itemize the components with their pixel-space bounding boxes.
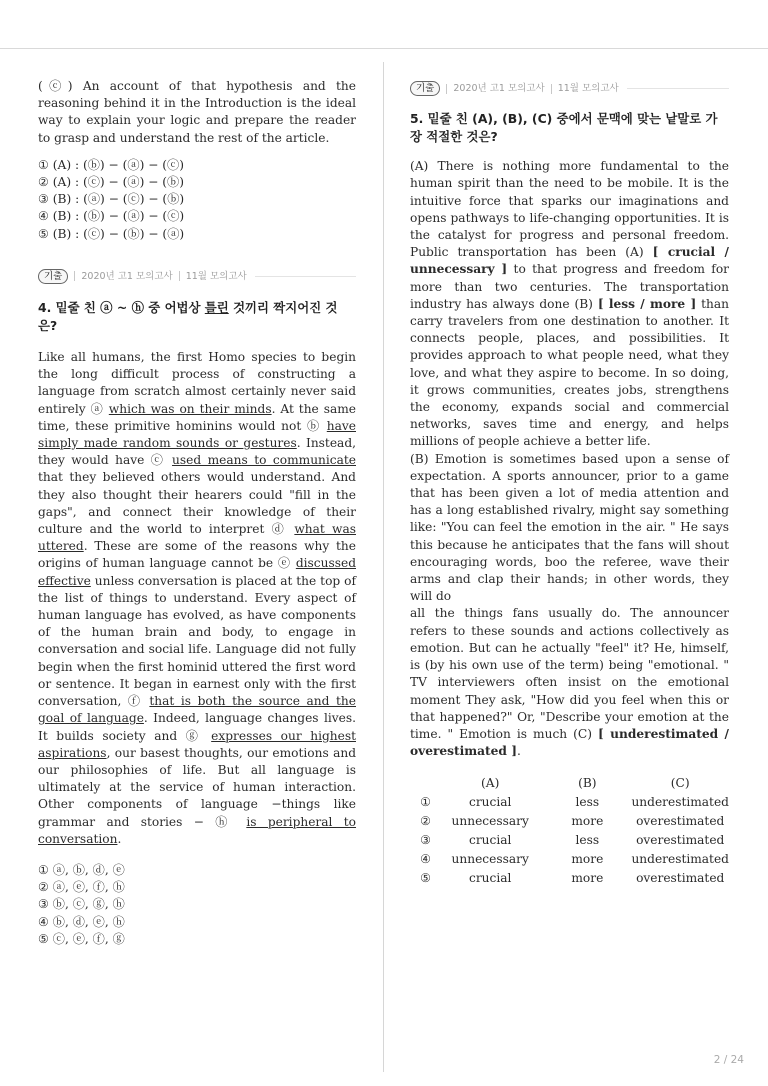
q4-title-text: 것끼리 짝지어진 것은?	[38, 300, 338, 334]
q4-passage	[38, 349, 356, 848]
passage-text: . These are some of the reasons why the origins of human language cannot be ⓔ	[38, 539, 356, 571]
q4-month-label: 11월 모의고사	[185, 270, 247, 282]
underlined-phrase-d: what was uttered	[38, 522, 356, 554]
source-rule	[627, 88, 729, 89]
q5-answer-table	[414, 774, 729, 888]
cell-a: crucial	[469, 833, 512, 848]
q5-title: 5. 밑줄 친 (A), (B), (C) 중에서 문맥에 맞는 낱말로 가장 적절한 것은?	[410, 111, 718, 145]
q4-option[interactable]: ① ⓐ, ⓑ, ⓓ, ⓔ	[38, 862, 125, 877]
table-header-cell: (C)	[670, 776, 690, 791]
passage-text: (B) Emotion is sometimes based upon a sense of expectation. A sports announcer, prior to a game that has been given a lot of media attention and has a long established rivalry, might say something like: "You can feel the emotion in the air. " He says this because he anticipates that the fans will shout encouraging words, boo the referee, wave their arms and clap their hands; in other words, they will do	[410, 451, 729, 604]
q4-options	[38, 862, 356, 948]
table-header-row	[414, 774, 729, 793]
underlined-phrase-e: discussed effective	[38, 556, 356, 588]
q5-passage-b-continued	[410, 605, 729, 760]
q5-exam-label: 2020년 고1 모의고사	[453, 83, 545, 94]
passage-text: all the things fans usually do. The announcer refers to these sounds and actions collectively as emotion. But can he actually "feel" it? He, himself, is (by his own use of the term) being "emotional. " TV interviewers often insist on the emotional moment They ask, "How did you feel when this or that happened?" Or, "Describe your emotion at the time. " Emotion is much (C)	[410, 606, 729, 741]
passage-text: to that progress and freedom for more than two centuries. The transportation industry has always done (B)	[410, 262, 729, 311]
divider	[446, 84, 447, 94]
choice-bracket-c: [ underestimated / overestimated ]	[410, 726, 729, 759]
passage-text: than carry travelers from one destination to another. It connects people, places, and possibilities. It provides approach to what people need, what they love, and what they aspire to become. In so doing, it grows communities, creates jobs, strengthens the economy, expands social and commercial networks, saves time and energy, and helps millions of people achieve a better life.	[410, 296, 729, 449]
q3-option[interactable]: ④ (B) : (ⓑ) − (ⓐ) − (ⓒ)	[38, 209, 185, 224]
q4-title	[38, 299, 356, 335]
q3-option[interactable]: ⑤ (B) : (ⓒ) − (ⓑ) − (ⓐ)	[38, 226, 185, 241]
divider	[179, 271, 180, 281]
table-header-cell	[414, 774, 437, 793]
right-column	[410, 80, 729, 888]
passage-text: (A) There is nothing more fundamental to the human spirit than the need to be mobile. It is the intuitive force that sparks our imaginations and opens pathways to life-changing opportunities. It is the catalyst for progress and personal freedom. Public transportation has been (A)	[410, 159, 729, 260]
cell-c: underestimated	[631, 795, 729, 810]
passage-text: . Indeed, language changes lives. It builds society and ⓖ	[38, 711, 356, 743]
passage-text: unless conversation is placed at the top of the list of things to understand. Every aspect of human language has evolved, as have components of the human brain and body, to engage in conversation and social life. Language did not fully begin when the first hominid uttered the first word or sentence. It began in earnest only with the first conversation, ⓕ	[38, 573, 356, 709]
source-rule	[255, 276, 356, 277]
option-number: ②	[420, 814, 432, 829]
cell-a: unnecessary	[451, 814, 529, 829]
past-exam-badge: 기출	[38, 269, 68, 284]
passage-text: .	[516, 744, 521, 759]
choice-bracket-a: [ crucial / unnecessary ]	[410, 245, 729, 277]
passage-text: Like all humans, the first Homo species to begin the long difficult process of constructing a language from scratch almost certainly never said entirely ⓐ	[38, 350, 356, 416]
table-row[interactable]	[414, 869, 729, 888]
cell-a: unnecessary	[451, 852, 529, 867]
cell-c: overestimated	[636, 871, 725, 886]
q5-passage-a	[410, 158, 729, 450]
passage-text: .	[117, 831, 122, 846]
q3-options	[38, 157, 356, 243]
underlined-phrase-f: that is both the source and the goal of language	[38, 694, 356, 726]
cell-c: underestimated	[631, 852, 729, 867]
cell-b: more	[571, 814, 604, 829]
cell-a: crucial	[469, 795, 512, 810]
underlined-phrase-c: used means to communicate	[172, 453, 356, 468]
passage-text: . At the same time, these primitive hominins would not ⓑ	[38, 401, 356, 433]
q4-source-line	[38, 268, 356, 285]
q4-option[interactable]: ④ ⓑ, ⓓ, ⓔ, ⓗ	[38, 914, 125, 929]
q5-source-line	[410, 80, 729, 97]
page-number: 2 / 24	[713, 1054, 744, 1066]
cell-b: less	[575, 833, 600, 848]
cell-b: more	[571, 871, 604, 886]
option-number: ④	[420, 852, 432, 867]
q4-title-emphasis: 틀린	[204, 300, 229, 316]
q4-option[interactable]: ② ⓐ, ⓔ, ⓕ, ⓗ	[38, 880, 125, 895]
table-header-cell: (B)	[578, 776, 597, 791]
passage-text: , our basest thoughts, our emotions and our philosophies of life. But all language is ultimately at the service of human interaction. Other components of language −things like grammar and stories − ⓗ	[38, 745, 356, 829]
underlined-phrase-b: have simply made random sounds or gestures	[38, 418, 356, 451]
q5-month-label: 11월 모의고사	[557, 83, 619, 94]
q4-title-text: 4. 밑줄 친 ⓐ ~ ⓗ 중 어법상	[38, 300, 205, 316]
table-row[interactable]	[414, 812, 729, 831]
underlined-phrase-h: is peripheral to conversation	[38, 814, 357, 846]
q4-option[interactable]: ⑤ ⓒ, ⓔ, ⓕ, ⓖ	[38, 931, 125, 946]
cell-c: overestimated	[636, 814, 725, 829]
table-header-cell: (A)	[481, 776, 500, 791]
cell-c: overestimated	[636, 833, 725, 848]
cell-b: more	[571, 852, 604, 867]
passage-text: that they believed others would understand. And they also thought their hearers could "fill in the gaps", and connect their knowledge of their culture and the world to interpret ⓓ	[38, 470, 356, 537]
cell-b: less	[575, 795, 600, 810]
option-number: ③	[420, 833, 432, 848]
choice-bracket-b: [ less / more ]	[597, 296, 697, 311]
q3-option[interactable]: ② (A) : (ⓒ) − (ⓐ) − (ⓑ)	[38, 175, 184, 190]
q3-option[interactable]: ③ (B) : (ⓐ) − (ⓒ) − (ⓑ)	[38, 192, 185, 207]
divider	[551, 84, 552, 94]
underlined-phrase-g: expresses our highest aspirations	[38, 728, 356, 760]
underlined-phrase-a: which was on their minds	[108, 401, 272, 416]
option-number: ①	[420, 795, 432, 810]
column-divider	[383, 62, 384, 1072]
divider	[74, 271, 75, 281]
q5-passage-b	[410, 451, 729, 606]
q3-paragraph-c: (ⓒ) An account of that hypothesis and the reasoning behind it in the Introduction is the ideal way to explain your logic and prepare the reader to grasp and understand the rest of the article.	[38, 79, 356, 145]
header-rule	[0, 48, 768, 49]
left-column	[38, 78, 356, 948]
q3-option[interactable]: ① (A) : (ⓑ) − (ⓐ) − (ⓒ)	[38, 157, 184, 172]
table-row[interactable]	[414, 831, 729, 850]
past-exam-badge: 기출	[410, 81, 440, 96]
option-number: ⑤	[420, 871, 432, 886]
cell-a: crucial	[469, 871, 512, 886]
table-row[interactable]	[414, 793, 729, 812]
q4-option[interactable]: ③ ⓑ, ⓒ, ⓖ, ⓗ	[38, 897, 125, 912]
table-row[interactable]	[414, 850, 729, 869]
passage-text: . Instead, they would have ⓒ	[38, 436, 356, 468]
q4-exam-label: 2020년 고1 모의고사	[81, 270, 173, 282]
